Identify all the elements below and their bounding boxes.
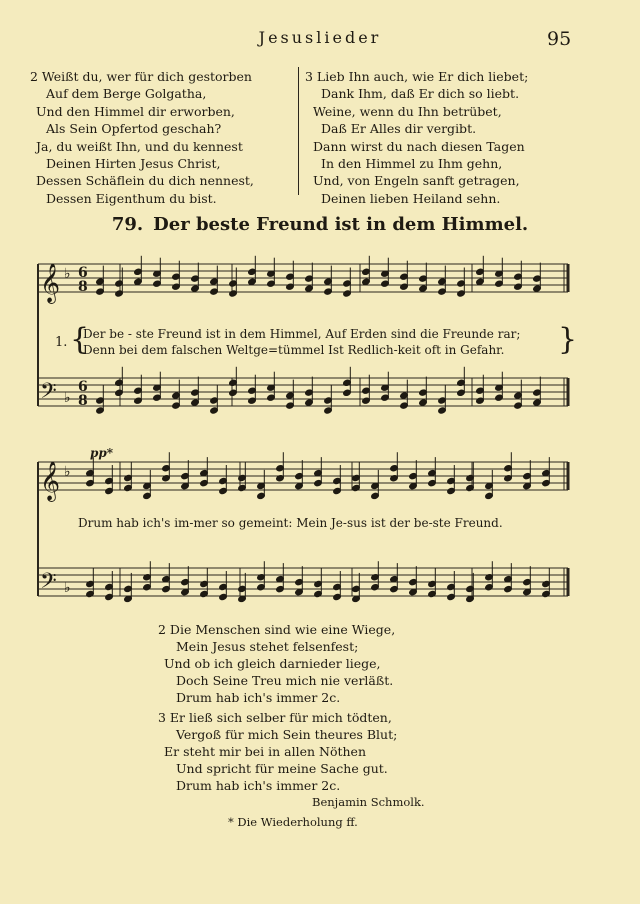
stanza-line: Und spricht für meine Sache gut. [176,761,388,776]
time-signature-bottom: 8 [78,393,88,409]
verse-line: Deinen Hirten Jesus Christ, [46,156,221,172]
verse-line: Dessen Eigenthum du bist. [46,190,217,206]
hymn-title: Der beste Freund ist in dem Himmel. [153,214,529,235]
verse-line: In den Himmel zu Ihm gehn, [321,156,503,172]
lyric-line-1: Der be - ste Freund ist in dem Himmel, Auf Erden sind die Freunde rar; [83,327,521,341]
hymn-number: 79. [111,214,144,235]
stanza-line: Drum hab ich's immer 2c. [176,778,341,793]
time-signature-top: 6 [78,379,88,395]
dynamic-marking: pp* [90,446,114,460]
stanza-line: Vergoß für mich Sein theures Blut; [176,727,398,742]
verse-line: Dann wirst du nach diesen Tagen [313,138,525,154]
footnote: * Die Wiederholung ff. [228,815,358,829]
verse-line: Auf dem Berge Golgatha, [46,86,207,102]
verse-line: 3 Lieb Ihn auch, wie Er dich liebet; [305,69,529,84]
flat-icon: ♭ [64,580,71,596]
flat-icon: ♭ [64,464,71,480]
verse-line: Dank Ihm, daß Er dich so liebt. [321,86,520,102]
stanza-line: 2 Die Menschen sind wie eine Wiege, [158,622,396,637]
verse-number: 1. [55,335,68,350]
treble-clef-icon: 𝄞 [40,263,61,303]
time-signature-top: 6 [78,265,88,281]
lyric-brace-right: } [558,322,578,357]
author-credit: Benjamin Schmolk. [312,795,425,809]
treble-clef-icon: 𝄞 [40,461,61,501]
running-header: Jesuslieder [258,28,382,47]
verse-line: Und den Himmel dir erworben, [36,103,235,119]
stanza-line: Mein Jesus stehet felsenfest; [176,639,359,654]
verse-line: Als Sein Opfertod geschah? [46,121,222,137]
verse-line: Ja, du weißt Ihn, und du kennest [36,138,243,154]
lyric-line-3: Drum hab ich's im-mer so gemeint: Mein Je-sus ist der be-ste Freund. [78,516,503,530]
lyric-line-2: Denn bei dem falschen Weltge=tümmel Ist Redlich-keit oft in Gefahr. [83,343,505,357]
time-signature-bottom: 8 [78,279,88,295]
verse-line: 2 Weißt du, wer für dich gestorben [30,69,252,84]
verse-line: Und, von Engeln sanft getragen, [313,173,520,189]
stanza-line: 3 Er ließ sich selber für mich tödten, [158,710,392,725]
stanza-3 [158,709,397,794]
stanza-line: Drum hab ich's immer 2c. [176,690,341,705]
stanza-line: Und ob ich gleich darnieder liege, [164,656,381,671]
stanza-line: Doch Seine Treu mich nie verläßt. [176,673,394,688]
flat-icon: ♭ [64,266,71,282]
bass-clef-icon: 𝄢 [40,379,57,409]
page-number: 95 [547,28,572,50]
stanza-line: Er steht mir bei in allen Nöthen [164,744,367,759]
flat-icon: ♭ [64,390,71,406]
verse-line: Daß Er Alles dir vergibt. [321,121,477,137]
bass-clef-icon: 𝄢 [40,569,57,599]
stanza-2 [158,621,395,706]
verse-line: Weine, wenn du Ihn betrübet, [313,103,502,119]
lyric-brace-left: { [70,322,90,357]
verse-line: Deinen lieben Heiland sehn. [321,190,501,206]
verse-line: Dessen Schäflein du dich nennest, [36,173,254,189]
